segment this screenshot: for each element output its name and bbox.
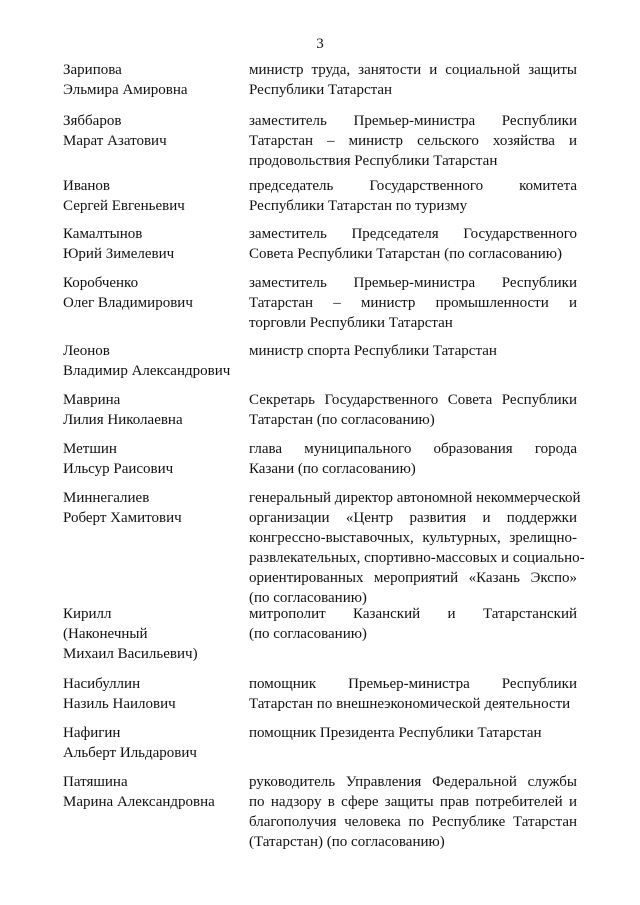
member-position bbox=[249, 772, 577, 852]
member-position bbox=[249, 723, 577, 743]
member-position-line: торговли Республики Татарстан bbox=[249, 315, 453, 331]
member-name-line: Патяшина bbox=[63, 774, 128, 790]
member-position-line: Татарстан – министр промышленности и bbox=[249, 295, 577, 311]
member-name-line: Нафигин bbox=[63, 725, 121, 741]
member-name-line: Маврина bbox=[63, 392, 121, 408]
member-position-line: Татарстан (по согласованию) bbox=[249, 412, 435, 428]
member-position bbox=[249, 60, 577, 100]
member-position-line: развлекательных, спортивно-массовых и социально- bbox=[249, 550, 585, 566]
member-position-line: митрополит Казанский и Татарстанский bbox=[249, 606, 577, 622]
member-position-line: (по согласованию) bbox=[249, 590, 367, 606]
member-name-line: Ильсур Раисович bbox=[63, 461, 174, 477]
member-name-line: Марат Азатович bbox=[63, 133, 167, 149]
member-name bbox=[63, 111, 243, 151]
member-position-line: Республики Татарстан bbox=[249, 82, 393, 98]
member-name bbox=[63, 604, 243, 664]
member-name-line: Иванов bbox=[63, 178, 110, 194]
page-number: 3 bbox=[316, 36, 324, 52]
member-position bbox=[249, 674, 577, 714]
member-name bbox=[63, 273, 243, 313]
member-position-line: генеральный директор автономной некоммерческой bbox=[249, 490, 581, 506]
member-position-line: руководитель Управления Федеральной службы bbox=[249, 774, 577, 790]
member-name bbox=[63, 723, 243, 763]
member-name bbox=[63, 341, 243, 381]
member-name bbox=[63, 772, 243, 812]
member-position-line: министр спорта Республики Татарстан bbox=[249, 343, 497, 359]
member-position-line: министр труда, занятости и социальной защиты bbox=[249, 62, 577, 78]
member-position-line: глава муниципального образования города bbox=[249, 441, 577, 457]
member-position-line: заместитель Председателя Государственного bbox=[249, 226, 577, 242]
member-position-line: Татарстан по внешнеэкономической деятельности bbox=[249, 696, 571, 712]
member-name-line: Сергей Евгеньевич bbox=[63, 198, 185, 214]
member-name-line: Назиль Наилович bbox=[63, 696, 176, 712]
member-position-line: помощник Президента Республики Татарстан bbox=[249, 725, 542, 741]
member-name-line: Владимир Александрович bbox=[63, 363, 231, 379]
member-position-line: председатель Государственного комитета bbox=[249, 178, 577, 194]
member-name bbox=[63, 390, 243, 430]
member-name bbox=[63, 176, 243, 216]
member-name-line: Коробченко bbox=[63, 275, 139, 291]
member-name-line: Кирилл bbox=[63, 606, 112, 622]
member-name-line: Зяббаров bbox=[63, 113, 122, 129]
member-position-line: организации «Центр развития и поддержки bbox=[249, 510, 577, 526]
member-position-line: ориентированных мероприятий «Казань Экспо» bbox=[249, 570, 577, 586]
member-name-line: Юрий Зимелевич bbox=[63, 246, 175, 262]
member-position-line: Казани (по согласованию) bbox=[249, 461, 416, 477]
member-name-line: (Наконечный bbox=[63, 626, 148, 642]
member-position-line: конгрессно-выставочных, культурных, зрелищно- bbox=[249, 530, 577, 546]
member-position bbox=[249, 488, 585, 608]
member-name-line: Миннегалиев bbox=[63, 490, 150, 506]
member-position bbox=[249, 224, 577, 264]
member-position-line: Секретарь Государственного Совета Республики bbox=[249, 392, 577, 408]
member-position bbox=[249, 439, 577, 479]
member-position-line: Совета Республики Татарстан (по согласованию) bbox=[249, 246, 563, 262]
member-position-line: по надзору в сфере защиты прав потребителей и bbox=[249, 794, 577, 810]
member-name-line: Михаил Васильевич) bbox=[63, 646, 198, 662]
member-name-line: Альберт Ильдарович bbox=[63, 745, 197, 761]
member-name-line: Олег Владимирович bbox=[63, 295, 193, 311]
member-name-line: Камалтынов bbox=[63, 226, 143, 242]
member-name-line: Зарипова bbox=[63, 62, 122, 78]
member-position bbox=[249, 604, 577, 644]
member-position bbox=[249, 176, 577, 216]
member-name bbox=[63, 60, 243, 100]
member-name bbox=[63, 439, 243, 479]
member-name-line: Лилия Николаевна bbox=[63, 412, 183, 428]
member-position bbox=[249, 111, 577, 171]
member-name bbox=[63, 488, 243, 528]
member-position-line: благополучия человека по Республике Татарстан bbox=[249, 814, 577, 830]
member-name-line: Метшин bbox=[63, 441, 117, 457]
member-position-line: (по согласованию) bbox=[249, 626, 367, 642]
member-name-line: Леонов bbox=[63, 343, 110, 359]
member-name bbox=[63, 224, 243, 264]
member-position bbox=[249, 390, 577, 430]
member-position-line: Республики Татарстан по туризму bbox=[249, 198, 468, 214]
member-name-line: Эльмира Амировна bbox=[63, 82, 188, 98]
member-position bbox=[249, 341, 577, 361]
member-position-line: Татарстан – министр сельского хозяйства и bbox=[249, 133, 577, 149]
member-name bbox=[63, 674, 243, 714]
member-position-line: заместитель Премьер-министра Республики bbox=[249, 275, 577, 291]
member-position-line: заместитель Премьер-министра Республики bbox=[249, 113, 577, 129]
member-name-line: Марина Александровна bbox=[63, 794, 215, 810]
member-position-line: продовольствия Республики Татарстан bbox=[249, 153, 498, 169]
member-position-line: (Татарстан) (по согласованию) bbox=[249, 834, 445, 850]
member-position-line: помощник Премьер-министра Республики bbox=[249, 676, 577, 692]
member-name-line: Роберт Хамитович bbox=[63, 510, 182, 526]
member-name-line: Насибуллин bbox=[63, 676, 141, 692]
member-position bbox=[249, 273, 577, 333]
